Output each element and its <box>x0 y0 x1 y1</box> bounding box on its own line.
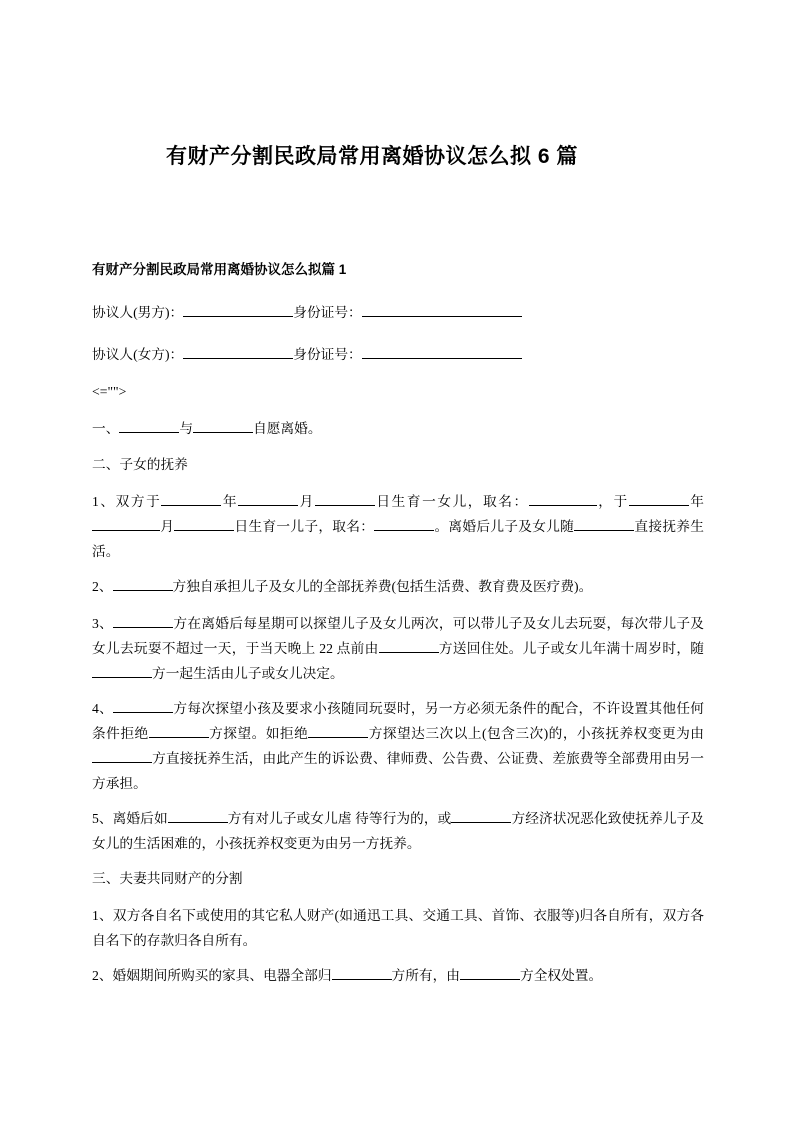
c21-blank-9 <box>574 515 634 531</box>
c24-blank-1 <box>113 697 173 713</box>
party-female-line <box>92 342 704 367</box>
c24-t4: 方探望达三次以上(包含三次)的，小孩抚养权变更为由 <box>368 726 704 741</box>
c24-t5: 方直接抚养生活，由此产生的诉讼费、律师费、公告费、公证费、差旅费等全部费用由另一方承担。 <box>92 751 704 791</box>
c25-t1: 5、离婚后如 <box>92 811 168 826</box>
heading-children: 二、子女的抚养 <box>92 457 188 472</box>
c24-t1: 4、 <box>92 701 114 716</box>
c24-t3: 方探望。如拒绝 <box>208 726 309 741</box>
c32-t2: 方所有，由 <box>391 968 460 983</box>
c21-blank-2 <box>238 490 298 506</box>
party-male-line <box>92 300 704 325</box>
c25-blank-1 <box>168 807 228 823</box>
c25-t2: 方有对儿子或女儿虐 待等行为的，或 <box>227 811 452 826</box>
clause-one-blank-1 <box>119 417 179 433</box>
c21-blank-7 <box>174 515 234 531</box>
c21-t6: 年 <box>688 494 704 509</box>
heading-property: 三、夫妻共同财产的分割 <box>92 871 243 886</box>
c21-blank-5 <box>629 490 689 506</box>
c21-t3: 月 <box>298 494 315 509</box>
clause-one-blank-2 <box>193 417 253 433</box>
clause-2-3 <box>92 611 704 686</box>
c24-blank-2 <box>149 722 209 738</box>
c21-t1: 1、双方于 <box>92 494 162 509</box>
c21-t4: 日生育一女儿，取名： <box>374 494 529 509</box>
party-male-label: 协议人(男方)： <box>92 305 184 320</box>
clause-one-mid: 与 <box>179 421 194 436</box>
clause-one-suffix: 自愿离婚。 <box>253 421 322 436</box>
c23-t2: 方在离婚后每星期可以探望儿子及女儿两次，可以带儿子及女儿去玩耍，每次带儿子及女儿去玩耍不超过一天，于当天晚上 22 点前由 <box>92 616 704 656</box>
c23-t4: 方一起生活由儿子或女儿决定。 <box>152 666 344 681</box>
c21-t10: 直接抚养生活。 <box>92 519 704 559</box>
party-male-id-blank <box>362 301 522 317</box>
c23-blank-1 <box>113 612 173 628</box>
c25-blank-2 <box>451 807 511 823</box>
c32-blank-2 <box>460 964 520 980</box>
c21-blank-1 <box>161 490 221 506</box>
c25-t3: 方经济状况恶化致使抚养儿子及女儿的生活困难的，小孩抚养权变更为由另一方抚养。 <box>92 811 704 851</box>
party-female-id-label: 身份证号： <box>293 347 362 362</box>
c21-t2: 年 <box>221 494 239 509</box>
c32-t1: 2、婚姻期间所购买的家具、电器全部归 <box>92 968 332 983</box>
c21-blank-8 <box>374 515 434 531</box>
c21-t9: 。离婚后儿子及女儿随 <box>434 519 575 534</box>
c21-t8: 日生育一儿子，取名： <box>234 519 375 534</box>
page-title: 有财产分割民政局常用离婚协议怎么拟 6 篇 <box>166 145 578 168</box>
c21-blank-4 <box>529 490 597 506</box>
c24-blank-4 <box>92 747 152 763</box>
party-male-blank <box>183 301 293 317</box>
c24-blank-3 <box>308 722 368 738</box>
c23-t1: 3、 <box>92 616 114 631</box>
party-female-blank <box>183 343 293 359</box>
clause-2-1 <box>92 489 704 564</box>
c21-t5: ，于 <box>596 494 629 509</box>
clause-2-2 <box>92 574 704 599</box>
clause-2-4 <box>92 696 704 796</box>
clause-one <box>92 416 704 441</box>
c32-t3: 方全权处置。 <box>520 968 603 983</box>
c21-blank-3 <box>315 490 375 506</box>
c23-t3: 方送回住处。儿子或女儿年满十周岁时，随 <box>438 641 704 656</box>
section-heading: 有财产分割民政局常用离婚协议怎么拟篇 1 <box>92 262 347 277</box>
party-male-id-label: 身份证号： <box>293 305 362 320</box>
c23-blank-3 <box>92 662 152 678</box>
c23-blank-2 <box>379 637 439 653</box>
c32-blank-1 <box>332 964 392 980</box>
clause-3-1: 1、双方各自名下或使用的其它私人财产(如通迅工具、交通工具、首饰、衣服等)归各自所有，双方各自名下的存款归各自所有。 <box>92 908 704 948</box>
c24-t2: 方每次探望小孩及要求小孩随同玩耍时，另一方必须无条件的配合，不许设置其他任何条件拒绝 <box>92 701 704 741</box>
c22-blank-1 <box>113 575 173 591</box>
c21-blank-6 <box>92 515 160 531</box>
c22-t2: 方独自承担儿子及女儿的全部抚养费(包括生活费、教育费及医疗费)。 <box>172 579 593 594</box>
party-female-label: 协议人(女方)： <box>92 347 184 362</box>
clause-2-5 <box>92 806 704 856</box>
c22-t1: 2、 <box>92 579 113 594</box>
party-female-id-blank <box>362 343 522 359</box>
clause-3-2 <box>92 963 704 988</box>
c21-t7: 月 <box>160 519 175 534</box>
clause-one-prefix: 一、 <box>92 421 120 436</box>
stray-markup-line: <=""> <box>92 384 127 399</box>
